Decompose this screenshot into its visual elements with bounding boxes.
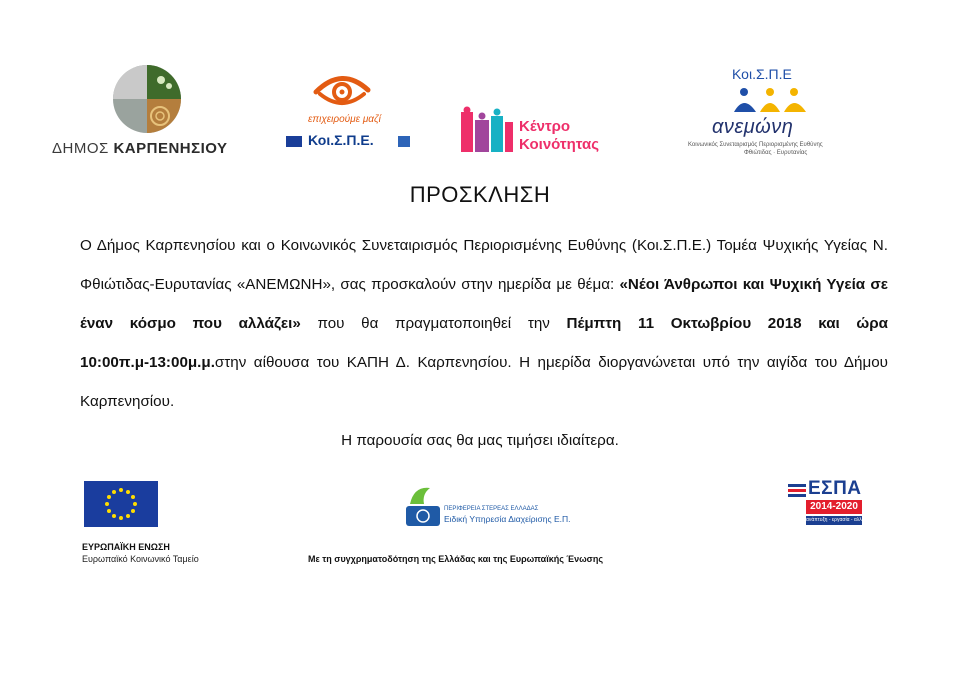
anemoni-logo: [684, 66, 860, 156]
event-topic: «Νέοι Άνθρωποι και Ψυχική Υγεία σε έναν κόσμο που αλλάζει»: [80, 276, 888, 332]
eu-title: ΕΥΡΩΠΑΪΚΗ ΕΝΩΣΗ: [82, 542, 170, 552]
region-line2: Ειδική Υπηρεσία Διαχείρισης Ε.Π.: [444, 514, 571, 524]
karpenisi-logo: [50, 62, 240, 162]
eu-subtitle: Ευρωπαϊκό Κοινωνικό Ταμείο: [82, 554, 199, 564]
kentro-koinotitas-logo: [459, 106, 629, 160]
eu-mini-flag-icon: [286, 136, 302, 147]
body-end: στην αίθουσα του ΚΑΠΗ Δ. Καρπενησίου. Η ημερίδα διοργανώνεται υπό την αιγίδα του Δήμου Καρπενησίου.: [80, 354, 888, 410]
region-logo: [404, 482, 594, 528]
community-people-icon: [459, 106, 515, 156]
kentro-line1: Κέντρο: [519, 118, 571, 135]
espa-years: 2014-2020: [806, 500, 862, 514]
kentro-line2: Κοινότητας: [519, 136, 600, 153]
karpenisi-logo-caption: ΔΗΜΟΣ ΚΑΡΠΕΝΗΣΙΟΥ: [52, 140, 228, 157]
koispe-slogan: επιχειρούμε μαζί: [308, 114, 381, 125]
karpenisi-emblem-icon: [105, 62, 189, 136]
eu-flag-icon: [84, 481, 158, 527]
greek-mini-flag-icon: [398, 136, 410, 147]
closing-line: Η παρουσία σας θα μας τιμήσει ιδιαίτερα.: [341, 432, 619, 449]
people-figures-icon: [732, 86, 808, 116]
koispe-name: Κοι.Σ.Π.Ε.: [308, 132, 374, 148]
anemoni-tagline: Κοινωνικός Συνεταιρισμός Περιορισμένης Ευθύνης: [688, 142, 823, 148]
anemoni-top-text: Κοι.Σ.Π.Ε: [732, 66, 792, 82]
page-title: ΠΡΟΣΚΛΗΣΗ: [409, 182, 551, 207]
cofunding-note: Με τη συγχρηματοδότηση της Ελλάδας και της Ευρωπαϊκής Ένωσης: [308, 554, 604, 564]
koispe-logo: [272, 62, 420, 156]
body-intro: Ο Δήμος Καρπενησίου και ο Κοινωνικός Συνεταιρισμός Περιορισμένης Ευθύνης (Κοι.Σ.Π.Ε.) Τομέα Ψυχικής Υγείας Ν. Φθιώτιδας-Ευρυτανίας «ΑΝΕΜΩΝΗ», σας προσκαλούν στην ημερίδα με θέμα:: [80, 237, 888, 293]
invitation-body: [80, 226, 888, 421]
espa-logo: [786, 478, 880, 526]
espa-flag-icon: [788, 482, 808, 502]
region-line1: ΠΕΡΙΦΕΡΕΙΑ ΣΤΕΡΕΑΣ ΕΛΛΑΔΑΣ: [444, 506, 539, 512]
region-emblem-icon: [404, 482, 444, 528]
anemoni-word: ανεμώνη: [712, 116, 794, 138]
eu-stars-icon: [84, 481, 158, 527]
body-mid: που θα πραγματοποιηθεί την: [300, 315, 567, 332]
espa-word: ΕΣΠΑ: [808, 478, 862, 499]
anemoni-region: Φθιώτιδας · Ευρυτανίας: [744, 150, 808, 156]
eye-swirl-icon: [310, 64, 374, 114]
espa-motto: ανάπτυξη - εργασία - αλληλεγγύη: [806, 517, 880, 523]
event-date: Πέμπτη 11 Οκτωβρίου 2018 και ώρα 10:00π.μ-13:00μ.μ.: [80, 315, 888, 371]
